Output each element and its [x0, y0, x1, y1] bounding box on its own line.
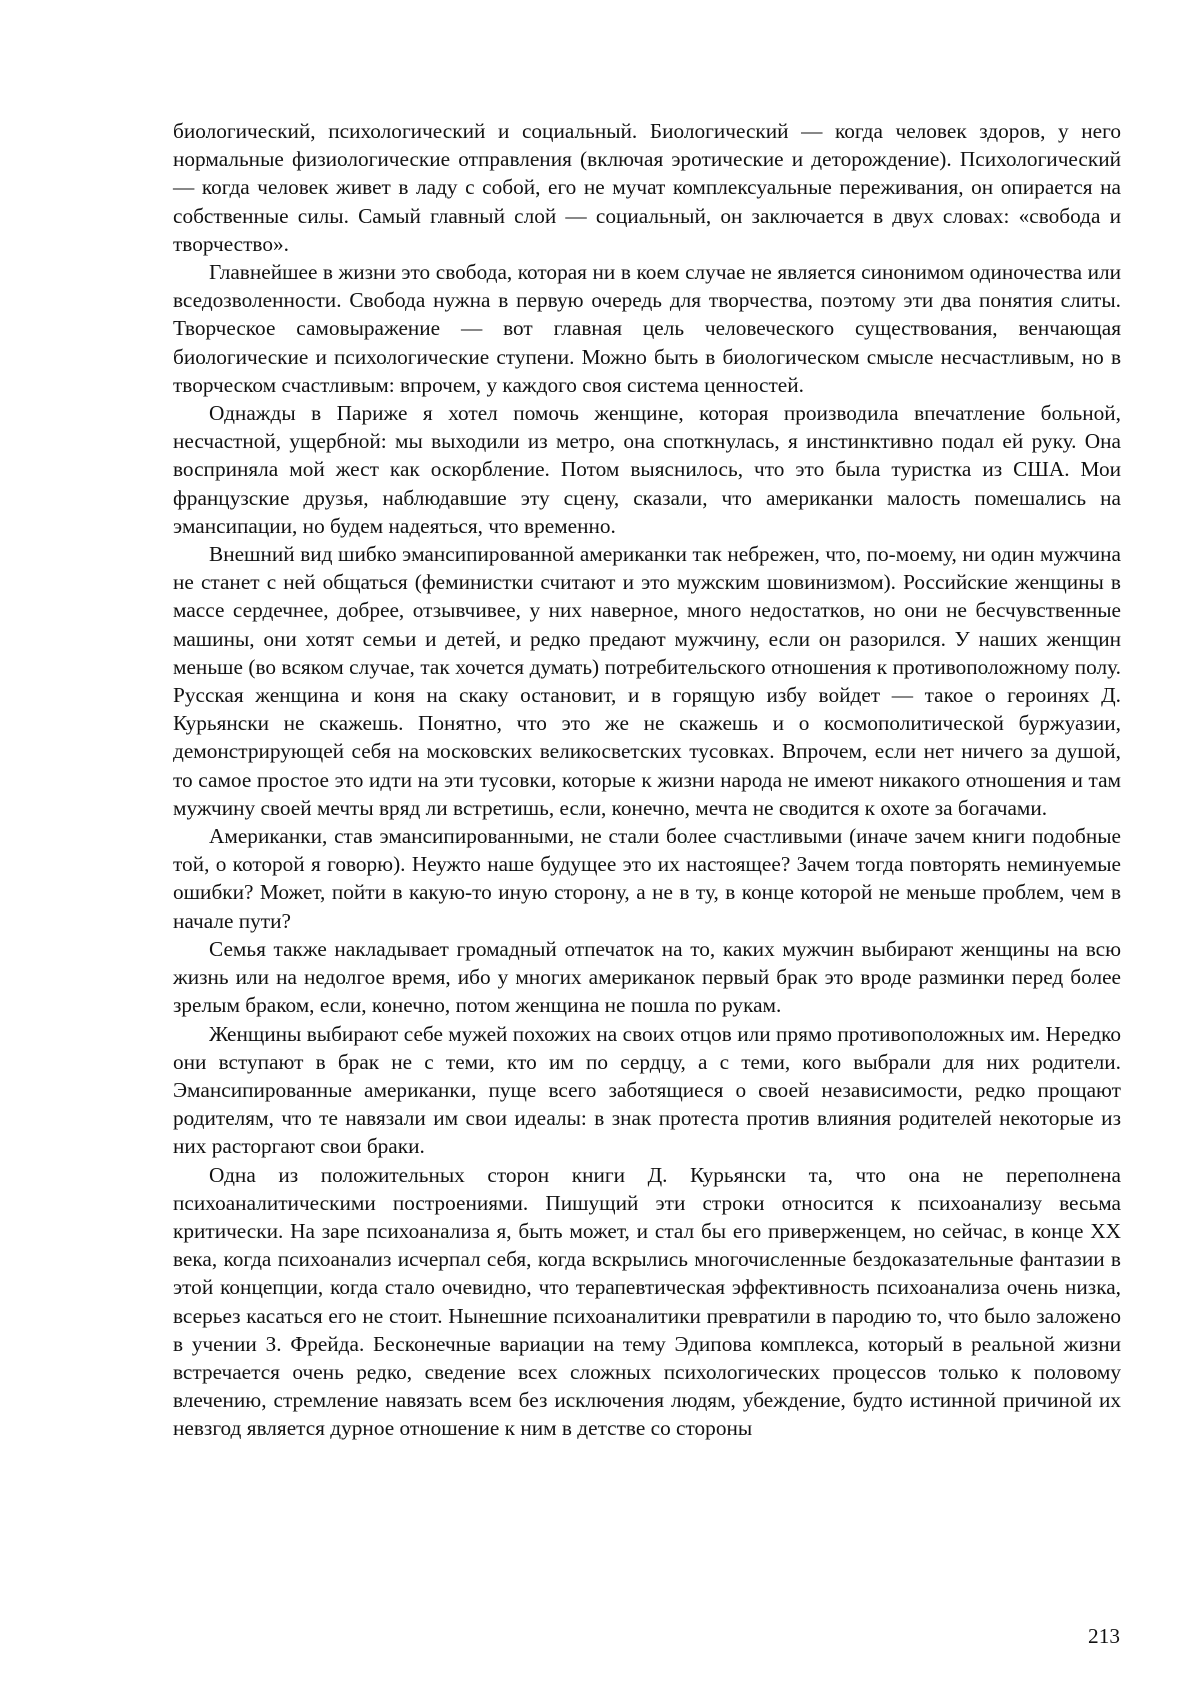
paragraph: Семья также накладывает громадный отпечаток на то, каких мужчин выбирают женщины на всю жизнь или на недолгое время, ибо у многих американок первый брак это вроде разминки перед более зрелым браком, если, конечно, потом женщина не пошла по рукам.: [173, 936, 1121, 1018]
paragraph: Однажды в Париже я хотел помочь женщине, которая производила впечатление больной, несчастной, ущербной: мы выходили из метро, она споткнулась, я инстинктивно подал ей руку. Она восприняла мой жест как оскорбление. Потом выяснилось, что это была туристка из США. Мои французские друзья, наблюдавшие эту сцену, сказали, что американки малость помешались на эмансипации, но будем надеяться, что временно.: [173, 401, 1121, 538]
body-text: [173, 117, 1121, 1443]
paragraph: Одна из положительных сторон книги Д. Курьянски та, что она не переполнена психоаналитическими построениями. Пишущий эти строки относится к психоанализу весьма критически. На заре психоанализа я, быть может, и стал бы его приверженцем, но сейчас, в конце XX века, когда психоанализ исчерпал себя, когда вскрылись многочисленные бездоказательные фантазии в этой концепции, когда стало очевидно, что терапевтическая эффективность психоанализа очень низка, всерьез касаться его не стоит. Нынешние психоаналитики превратили в пародию то, что было заложено в учении З. Фрейда. Бесконечные вариации на тему Эдипова комплекса, который в реальной жизни встречается очень редко, сведение всех сложных психологических процессов только к половому влечению, стремление навязать всем без исключения людям, убеждение, будто истинной причиной их невзгод является дурное отношение к ним в детстве со стороны: [173, 1162, 1121, 1441]
paragraph: Американки, став эмансипированными, не стали более счастливыми (иначе зачем книги подобные той, о которой я говорю). Неужто наше будущее это их настоящее? Зачем тогда повторять неминуемые ошибки? Может, пойти в какую-то иную сторону, а не в ту, в конце которой не меньше проблем, чем в начале пути?: [173, 824, 1121, 933]
paragraph: Внешний вид шибко эмансипированной американки так небрежен, что, по-моему, ни один мужчина не станет с ней общаться (феминистки считают и это мужским шовинизмом). Российские женщины в массе сердечнее, добрее, отзывчивее, у них наверное, много недостатков, но они не бесчувственные машины, они хотят семьи и детей, и редко предают мужчину, если он разорился. У наших женщин меньше (во всяком случае, так хочется думать) потребительского отношения к противоположному полу. Русская женщина и коня на скаку остановит, и в горящую избу войдет — такое о героинях Д. Курьянски не скажешь. Понятно, что это же не скажешь и о космополитической буржуазии, демонстрирующей себя на московских великосветских тусовках. Впрочем, если нет ничего за душой, то самое простое это идти на эти тусовки, которые к жизни народа не имеют никакого отношения и там мужчину своей мечты вряд ли встретишь, если, конечно, мечта не сводится к охоте за богачами.: [173, 542, 1121, 820]
paragraph: биологический, психологический и социальный. Биологический — когда человек здоров, у него нормальные физиологические отправления (включая эротические и деторождение). Психологический — когда человек живет в ладу с собой, его не мучат комплексуальные переживания, он опирается на собственные силы. Самый главный слой — социальный, он заключается в двух словах: «свобода и творчество».: [173, 119, 1121, 256]
page-number: 213: [1088, 1624, 1120, 1648]
paragraph: Женщины выбирают себе мужей похожих на своих отцов или прямо противоположных им. Нередко они вступают в брак не с теми, кто им по сердцу, а с теми, кого выбрали для них родители. Эмансипированные американки, пуще всего заботящиеся о своей независимости, редко прощают родителям, что те навязали им свои идеалы: в знак протеста против влияния родителей некоторые из них расторгают свои браки.: [173, 1021, 1121, 1159]
paragraph: Главнейшее в жизни это свобода, которая ни в коем случае не является синонимом одиночества или вседозволенности. Свобода нужна в первую очередь для творчества, поэтому эти два понятия слиты. Творческое самовыражение — вот главная цель человеческого существования, венчающая биологические и психологические ступени. Можно быть в биологическом смысле несчастливым, но в творческом счастливым: впрочем, у каждого своя система ценностей.: [173, 260, 1121, 397]
